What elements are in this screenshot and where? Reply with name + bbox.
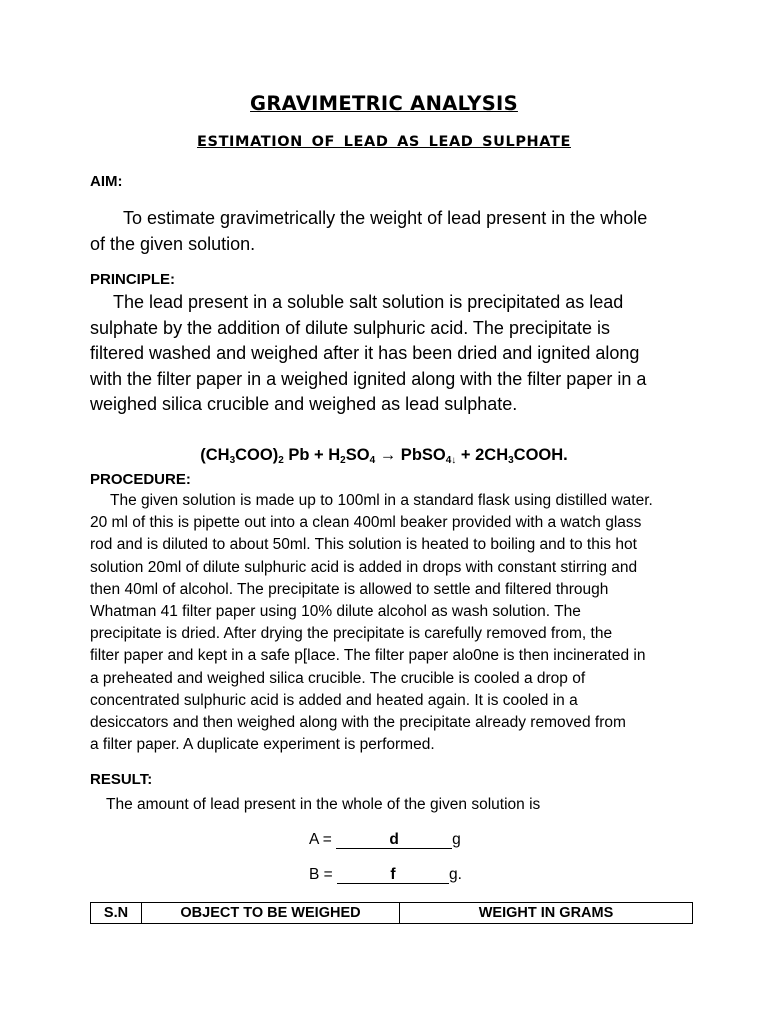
result-b-value: f bbox=[337, 867, 449, 884]
aim-line: To estimate gravimetrically the weight of lead present in the whole bbox=[123, 208, 648, 228]
result-b-line bbox=[309, 866, 462, 884]
procedure-line: The given solution is made up to 100ml in a standard flask using distilled water. bbox=[110, 492, 653, 509]
table-header-sn: S.N bbox=[91, 903, 142, 924]
result-a-label: A = bbox=[309, 831, 337, 848]
table-header-weight: WEIGHT IN GRAMS bbox=[400, 903, 693, 924]
result-a-unit: g bbox=[452, 831, 461, 848]
procedure-paragraph bbox=[90, 490, 690, 756]
document-subtitle: ESTIMATION OF LEAD AS LEAD SULPHATE bbox=[197, 134, 571, 150]
procedure-line: solution 20ml of dilute sulphuric acid is added in drops with constant stirring and bbox=[90, 558, 638, 576]
principle-line: with the filter paper in a weighed ignited along with the filter paper in a bbox=[90, 368, 647, 389]
principle-paragraph bbox=[90, 290, 690, 418]
procedure-line: a filter paper. A duplicate experiment is performed. bbox=[90, 736, 435, 754]
result-a-value: d bbox=[336, 832, 452, 849]
aim-paragraph bbox=[90, 206, 690, 257]
procedure-line: concentrated sulphuric acid is added and heated again. It is cooled in a bbox=[90, 691, 578, 709]
procedure-line: rod and is diluted to about 50ml. This solution is heated to boiling and to this hot bbox=[90, 536, 637, 554]
result-a-line bbox=[309, 831, 461, 849]
document-title: GRAVIMETRIC ANALYSIS bbox=[250, 92, 518, 115]
procedure-line: then 40ml of alcohol. The precipitate is allowed to settle and filtered through bbox=[90, 580, 609, 598]
table-header-row bbox=[91, 903, 693, 924]
procedure-line: a preheated and weighed silica crucible. The crucible is cooled a drop of bbox=[90, 669, 586, 687]
aim-line: of the given solution. bbox=[90, 233, 256, 254]
procedure-line: 20 ml of this is pipette out into a clean 400ml beaker provided with a watch glass bbox=[90, 514, 642, 532]
reaction-equation: $(CH_3COO)_2$ $Pb + H_2SO_4$ → PbSO$_{4↓}$ + $2CH_3COOH$. bbox=[200, 446, 568, 466]
table-header-object: OBJECT TO BE WEIGHED bbox=[142, 903, 400, 924]
procedure-line: desiccators and then weighed along with the precipitate already removed from bbox=[90, 714, 626, 732]
result-b-label: B = bbox=[309, 866, 338, 883]
result-b-unit: g. bbox=[449, 866, 462, 883]
procedure-line: Whatman 41 filter paper using 10% dilute alcohol as wash solution. The bbox=[90, 603, 581, 621]
principle-line: weighed silica crucible and weighed as lead sulphate. bbox=[90, 394, 518, 415]
aim-heading: AIM: bbox=[90, 173, 123, 190]
weights-table bbox=[90, 902, 693, 924]
procedure-line: precipitate is dried. After drying the precipitate is carefully removed from, the bbox=[90, 625, 613, 643]
result-heading: RESULT: bbox=[90, 771, 153, 788]
principle-line: The lead present in a soluble salt solution is precipitated as lead bbox=[113, 292, 624, 312]
principle-line: filtered washed and weighed after it has been dried and ignited along bbox=[90, 343, 640, 364]
principle-heading: PRINCIPLE: bbox=[90, 271, 176, 288]
principle-line: sulphate by the addition of dilute sulphuric acid. The precipitate is bbox=[90, 317, 610, 338]
procedure-line: filter paper and kept in a safe p[lace. The filter paper alo0ne is then incinerated in bbox=[90, 647, 646, 665]
procedure-heading: PROCEDURE: bbox=[90, 471, 191, 488]
result-text: The amount of lead present in the whole of the given solution is bbox=[106, 796, 541, 813]
